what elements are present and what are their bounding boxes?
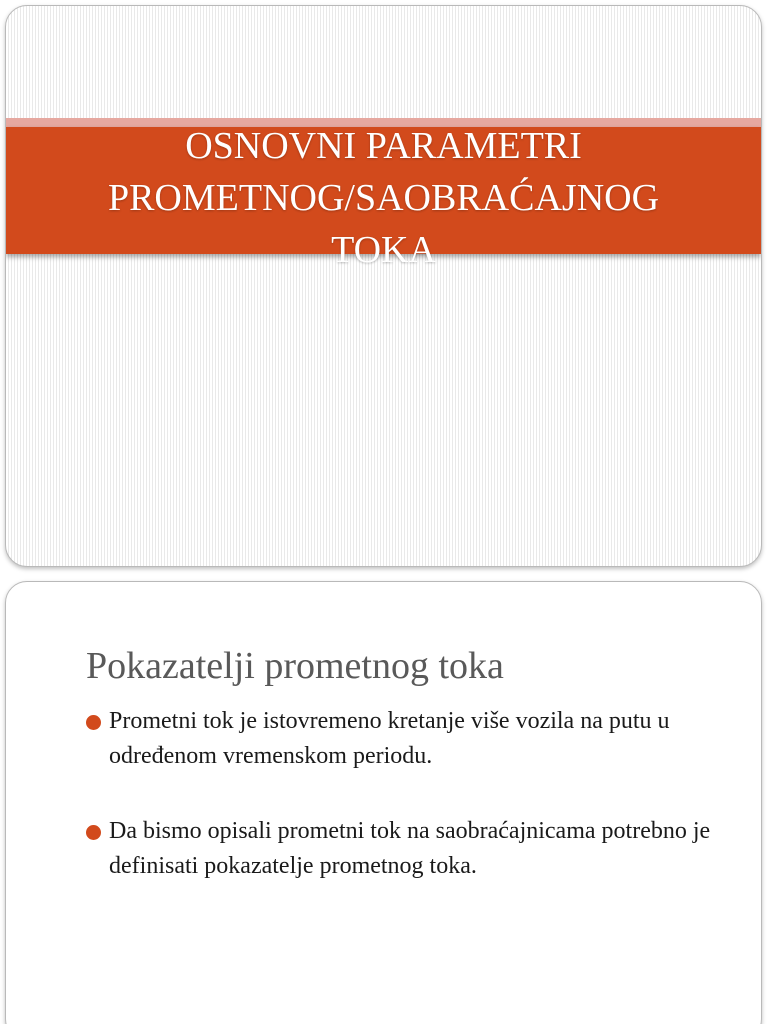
bullet-text: Prometni tok je istovremeno kretanje više vozila na putu u određenom vremenskom periodu. bbox=[109, 708, 670, 769]
slide-title-line: OSNOVNI PARAMETRI bbox=[185, 125, 582, 167]
slide-heading: Pokazatelji prometnog toka bbox=[86, 645, 504, 687]
bullet-dot-icon bbox=[86, 715, 101, 730]
bullet-list bbox=[86, 704, 726, 924]
slide-title-line: TOKA bbox=[331, 229, 436, 271]
bullet-text: Da bismo opisali prometni tok na saobraćajnicama potrebno je definisati pokazatelje prometnog toka. bbox=[109, 818, 711, 879]
bullet-item bbox=[86, 704, 726, 774]
slide-title-line: PROMETNOG/SAOBRAĆAJNOG bbox=[107, 177, 660, 219]
slide-1-title bbox=[5, 5, 762, 567]
slide-2-content bbox=[5, 581, 762, 1024]
bullet-dot-icon bbox=[86, 825, 101, 840]
bullet-item bbox=[86, 814, 726, 884]
slide-title bbox=[6, 120, 761, 276]
